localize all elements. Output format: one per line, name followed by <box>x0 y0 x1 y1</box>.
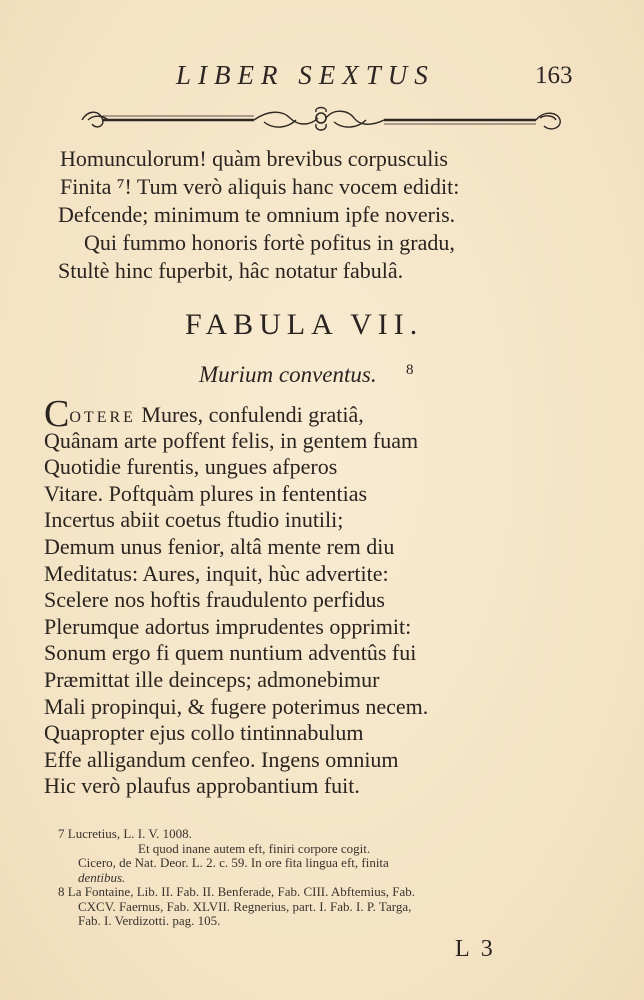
verse-line: Defcende; minimum te omnium ipfe noveris. <box>58 202 456 227</box>
verse-line: Effe alligandum cenfeo. Ingens omnium <box>44 746 399 772</box>
verse-line: Mali propinqui, & fugere poterimus necem. <box>44 693 429 719</box>
footnote-line: Fab. I. Verdizotti. pag. 105. <box>78 913 221 928</box>
fable-title: FABULA VII. <box>185 308 424 341</box>
verse-line: Quânam arte poffent felis, in gentem fuam <box>44 427 419 453</box>
verse-line: Demum unus fenior, altâ mente rem diu <box>44 533 395 559</box>
footnotes <box>0 827 644 929</box>
decorative-ornament-rule <box>78 104 564 136</box>
verse-line: Qui fummo honoris fortè pofitus in gradu, <box>84 230 455 255</box>
verse-line: Sonum ergo fi quem nuntium adventûs fui <box>44 640 417 666</box>
footnote-line: Et quod inane autem eft, finiri corpore cogit. <box>138 840 371 856</box>
signature-mark: L 3 <box>455 936 496 962</box>
verse-line: Plerumque adortus imprudentes opprimit: <box>44 613 412 639</box>
footnote-reference: 8 <box>406 362 414 378</box>
verse-line: Hic verò plaufus approbantium fuit. <box>44 773 360 799</box>
verse-line: Stultè hinc fuperbit, hâc notatur fabulâ. <box>58 258 404 283</box>
verse-line: Incertus abiit coetus ftudio inutili; <box>44 507 344 533</box>
verse-line-first <box>0 393 644 435</box>
verse-line: Meditatus: Aures, inquit, hùc advertite: <box>44 560 389 586</box>
drop-cap: C <box>44 393 70 435</box>
previous-fable-verses <box>0 145 644 285</box>
verse-line: Homunculorum! quàm brevibus corpusculis <box>60 146 448 171</box>
footnote-line: dentibus. <box>78 869 126 885</box>
footnote-line: CXCV. Faernus, Fab. XLVII. Regnerius, part. I. Fab. I. P. Targa, <box>78 898 412 914</box>
page-header <box>0 60 644 94</box>
fable-subtitle: Murium conventus. <box>199 362 377 387</box>
verse-line: Quotidie furentis, ungues afperos <box>44 454 338 480</box>
footnote-line: 7 Lucretius, L. I. V. 1008. <box>58 826 192 841</box>
page-number: 163 <box>535 62 573 89</box>
footnote-line: Cicero, de Nat. Deor. L. 2. c. 59. In ore fita lingua eft, finita <box>78 855 389 870</box>
verse-line: Scelere nos hoftis fraudulento perfidus <box>44 587 385 613</box>
verse-line: Vitare. Poftquàm plures in fententias <box>44 480 368 506</box>
verse-line: Quapropter ejus collo tintinnabulum <box>44 720 364 746</box>
small-caps-word: OTERE <box>69 409 136 426</box>
footnote-line: 8 La Fontaine, Lib. II. Fab. II. Benferade, Fab. CIII. Abftemius, Fab. <box>58 884 416 899</box>
running-title: LIBER SEXTUS <box>176 60 435 90</box>
verse-line: Præmittat ille deinceps; admonebimur <box>44 666 380 692</box>
verse-line-rest: Mures, confulendi gratiâ, <box>135 402 364 427</box>
verse-line: Finita ⁷! Tum verò aliquis hanc vocem edidit: <box>60 174 460 199</box>
fable-body <box>0 393 644 799</box>
